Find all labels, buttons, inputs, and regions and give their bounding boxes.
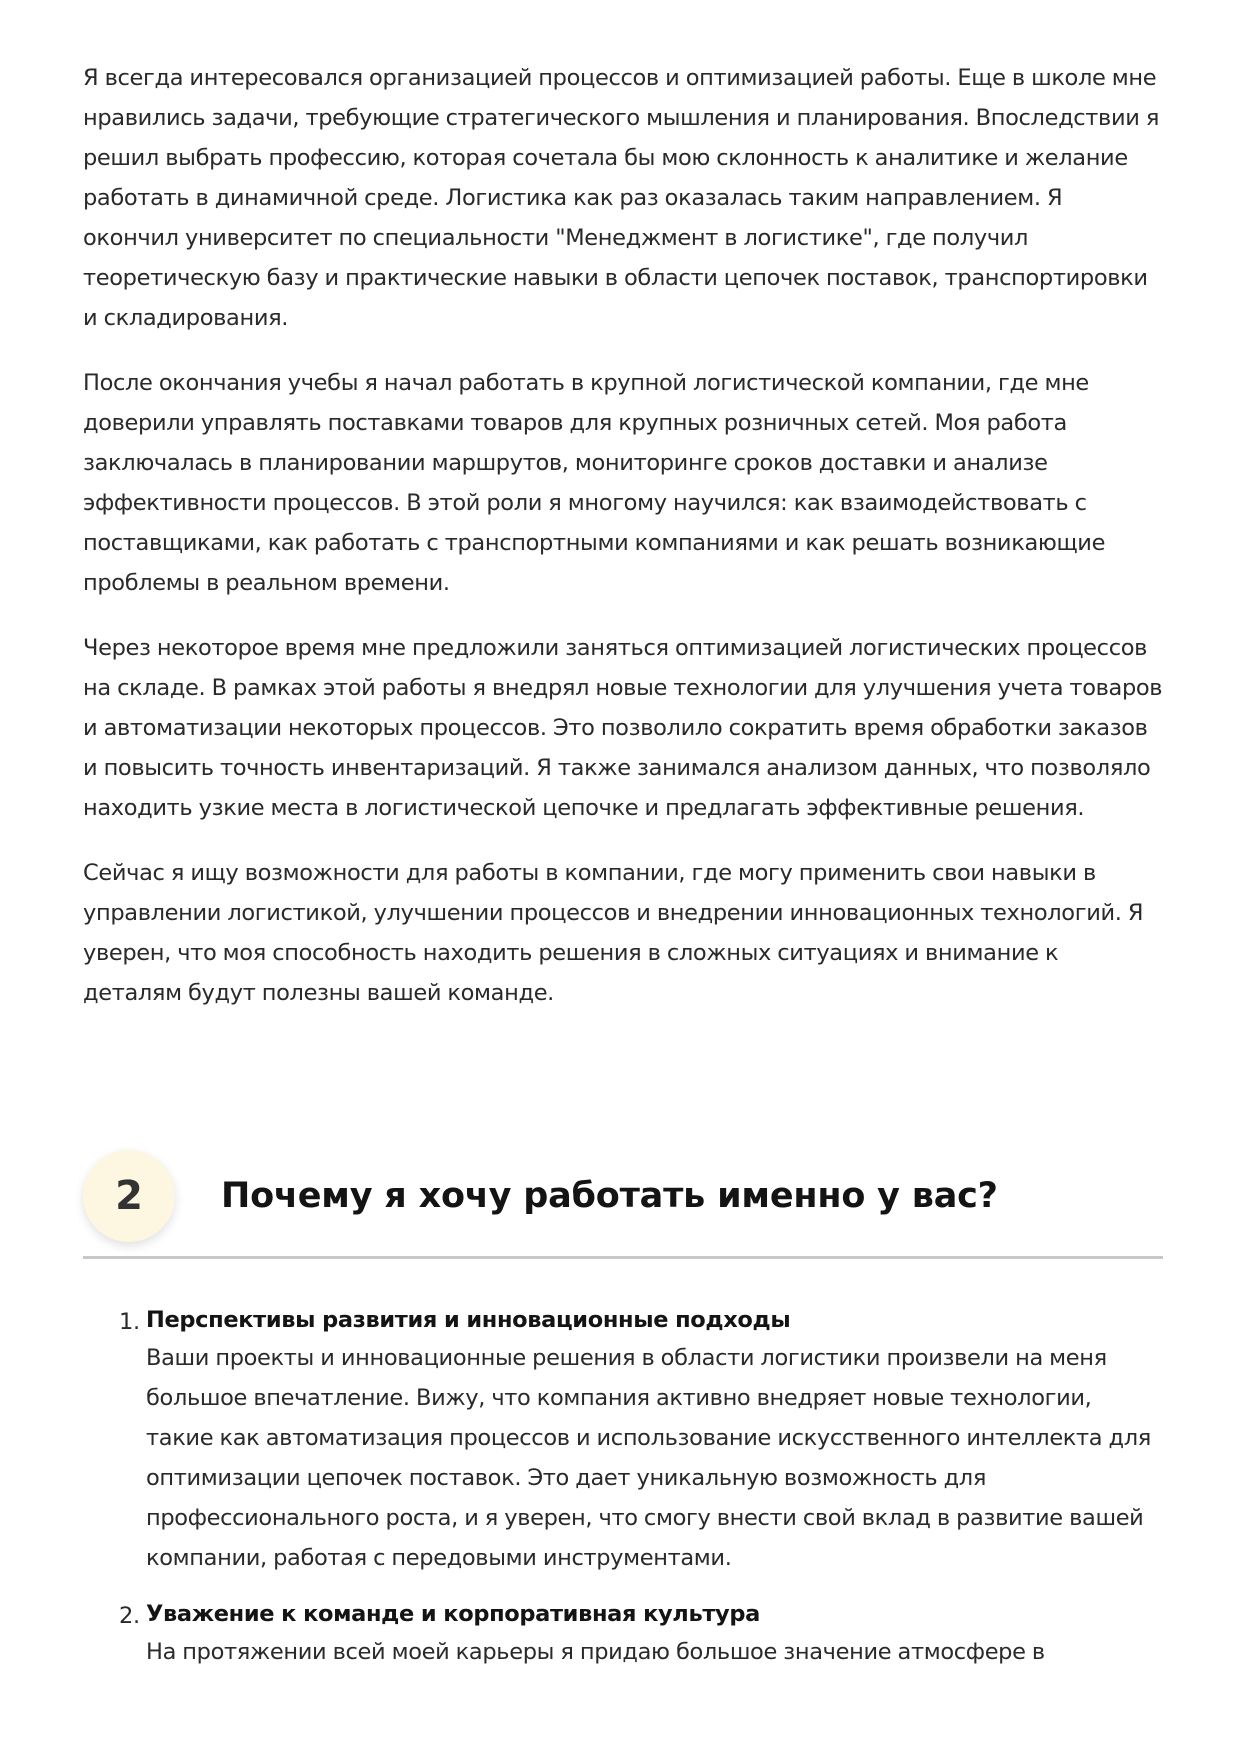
section-divider bbox=[83, 1256, 1163, 1259]
reasons-list bbox=[83, 1302, 1163, 1690]
paragraph-3: Через некоторое время мне предложили заняться оптимизацией логистических процессов на складе. В рамках этой работы я внедрял новые технологии для улучшения учета товаров и автоматизации некоторых процессов. Это позволило сократить время обработки заказов и повысить точность инвентаризаций. Я также занимался анализом данных, что позволяло находить узкие места в логистической цепочке и предлагать эффективные решения. bbox=[83, 635, 1163, 821]
list-item-title: Уважение к команде и корпоративная культура bbox=[146, 1601, 760, 1627]
list-item-number: 2. bbox=[119, 1603, 140, 1629]
section-title: Почему я хочу работать именно у вас? bbox=[221, 1176, 998, 1216]
list-item-text: На протяжении всей моей карьеры я придаю большое значение атмосфере в bbox=[146, 1639, 1045, 1665]
paragraph-4: Сейчас я ищу возможности для работы в компании, где могу применить свои навыки в управлении логистикой, улучшении процессов и внедрении инновационных технологий. Я уверен, что моя способность находить решения в сложных ситуациях и внимание к деталям будут полезны вашей команде. bbox=[83, 860, 1144, 1006]
document-body bbox=[83, 58, 1163, 1038]
list-item bbox=[83, 1302, 1163, 1578]
list-item bbox=[83, 1596, 1163, 1672]
paragraph-2: После окончания учебы я начал работать в крупной логистической компании, где мне доверили управлять поставками товаров для крупных розничных сетей. Моя работа заключалась в планировании маршрутов, мониторинге сроков доставки и анализе эффективности процессов. В этой роли я многому научился: как взаимодействовать с поставщиками, как работать с транспортными компаниями и как решать возникающие проблемы в реальном времени. bbox=[83, 370, 1106, 596]
section-header bbox=[83, 1150, 1163, 1260]
list-item-text: Ваши проекты и инновационные решения в области логистики произвели на меня большое впечатление. Вижу, что компания активно внедряет новые технологии, такие как автоматизация процессов и использование искусственного интеллекта для оптимизации цепочек поставок. Это дает уникальную возможность для профессионального роста, и я уверен, что смогу внести свой вклад в развитие вашей компании, работая с передовыми инструментами. bbox=[146, 1345, 1151, 1571]
paragraph-1: Я всегда интересовался организацией процессов и оптимизацией работы. Еще в школе мне нравились задачи, требующие стратегического мышления и планирования. Впоследствии я решил выбрать профессию, которая сочетала бы мою склонность к аналитике и желание работать в динамичной среде. Логистика как раз оказалась таким направлением. Я окончил университет по специальности "Менеджмент в логистике", где получил теоретическую базу и практические навыки в области цепочек поставок, транспортировки и складирования. bbox=[83, 65, 1159, 331]
section-number-badge: 2 bbox=[83, 1150, 175, 1242]
list-item-number: 1. bbox=[119, 1309, 140, 1335]
list-item-title: Перспективы развития и инновационные подходы bbox=[146, 1307, 791, 1333]
